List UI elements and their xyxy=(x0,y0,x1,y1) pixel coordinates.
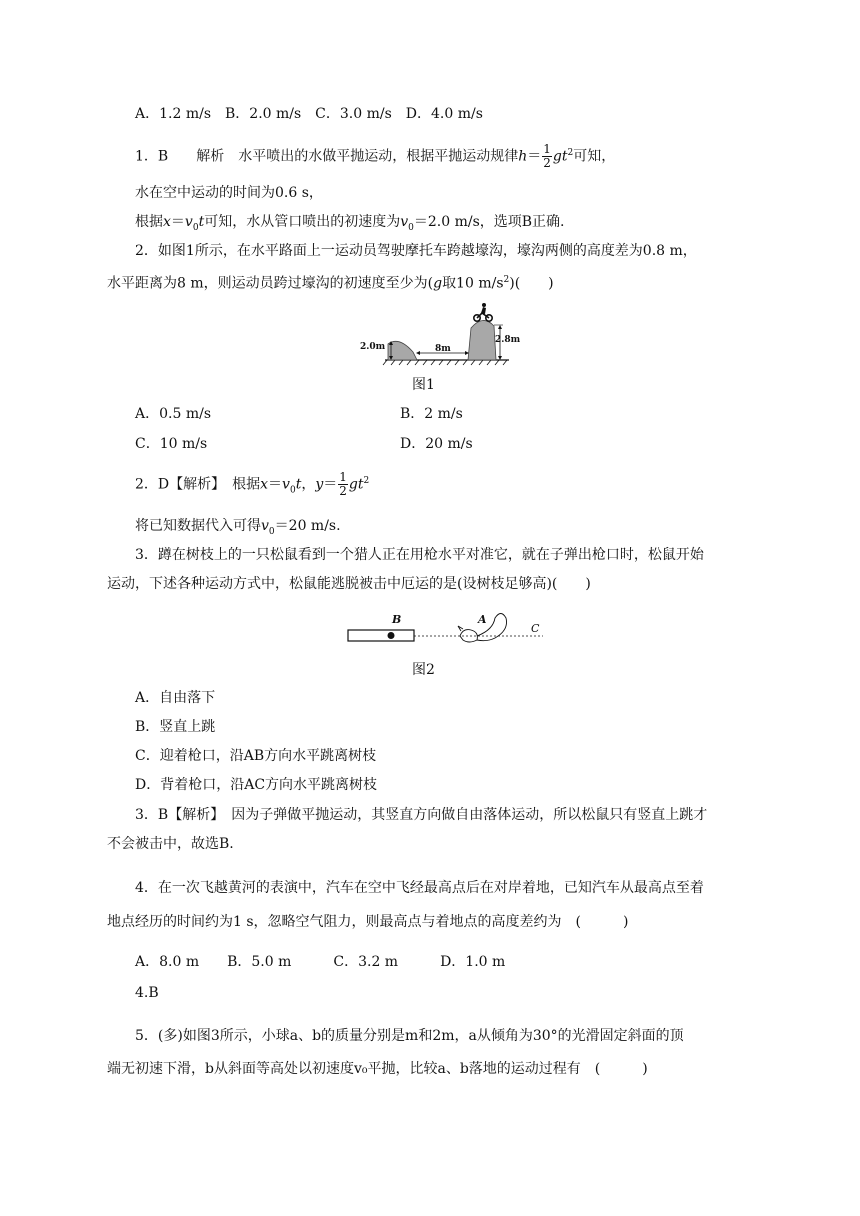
answer-4: 4.B xyxy=(135,985,159,1001)
figure-1-caption: 图1 xyxy=(412,377,435,393)
fig1-left-height-label: 2.0m xyxy=(360,342,386,352)
motorcycle-icon xyxy=(474,303,492,321)
answer-1-line-1: 1．B 解析 水平喷出的水做平抛运动，根据平抛运动规律h＝ $\frac{1}{2}$ $gt^2$可知， xyxy=(135,142,616,171)
q4-options: A．8.0 m B．5.0 m C．3.2 m D．1.0 m xyxy=(135,954,506,970)
fig2-label-a: A xyxy=(478,613,487,626)
q2-option-c: C．10 m/s xyxy=(135,436,208,452)
q3-option-b: B．竖直上跳 xyxy=(135,719,216,735)
q1-options: A．1.2 m/s B．2.0 m/s C．3.0 m/s D．4.0 m/s xyxy=(135,106,483,122)
fig2-label-c: C xyxy=(531,622,540,635)
q2-option-b: B．2 m/s xyxy=(400,406,463,422)
figure-1-motorcycle-ditch xyxy=(355,298,521,370)
q3-option-c: C．迎着枪口，沿AB方向水平跳离树枝 xyxy=(135,748,377,764)
question-3-line-2: 运动，下述各种运动方式中，松鼠能逃脱被击中厄运的是(设树枝足够高)( ) xyxy=(107,576,591,592)
question-5-line-1: 5．(多)如图3所示，小球a、b的质量分别是m和2m，a从倾角为30°的光滑固定斜面的顶 xyxy=(135,1028,684,1044)
answer-3-line-2: 不会被击中，故选B. xyxy=(107,836,234,852)
q3-option-d: D．背着枪口，沿AC方向水平跳离树枝 xyxy=(135,777,378,793)
answer-1-line-3: 根据$x=v_0t$可知，水从管口喷出的初速度为$v_0=2.0$ m/s，选项B正确. xyxy=(135,214,565,233)
question-4-line-2: 地点经历的时间约为1 s，忽略空气阻力，则最高点与着地点的高度差约为 ( ) xyxy=(107,914,629,930)
answer-2-line-1: 2．D【解析】 根据$x=v_0t$，y＝ $\frac{1}{2}$ $gt^2$ xyxy=(135,470,370,499)
fig2-label-b: B xyxy=(392,613,402,626)
answer-3-line-1: 3．B【解析】 因为子弹做平抛运动，其竖直方向做自由落体运动，所以松鼠只有竖直上跳才 xyxy=(135,807,708,823)
answer-1-line-2: 水在空中运动的时间为0.6 s， xyxy=(135,185,323,201)
figure-2-squirrel-gun xyxy=(345,610,545,656)
figure-2-caption: 图2 xyxy=(412,662,435,678)
answer-2-line-2: 将已知数据代入可得$v_0=20$ m/s. xyxy=(135,518,341,537)
q3-option-a: A．自由落下 xyxy=(135,690,216,706)
fig1-right-height-label: 2.8m xyxy=(495,335,521,345)
q2-option-a: A．0.5 m/s xyxy=(135,406,212,422)
question-4-line-1: 4．在一次飞越黄河的表演中，汽车在空中飞经最高点后在对岸着地，已知汽车从最高点至着 xyxy=(135,880,704,896)
question-3-line-1: 3．蹲在树枝上的一只松鼠看到一个猎人正在用枪水平对准它，就在子弹出枪口时，松鼠开始 xyxy=(135,547,704,563)
q2-option-d: D．20 m/s xyxy=(400,436,473,452)
fig1-gap-label: 8m xyxy=(435,344,451,354)
question-2-line-2: 水平距离为8 m，则运动员跨过壕沟的初速度至少为(g取10 $m/s^2$)( ) xyxy=(107,275,554,292)
question-5-line-2: 端无初速下滑，b从斜面等高处以初速度v₀平抛，比较a、b落地的运动过程有 ( ) xyxy=(107,1061,648,1077)
question-2-line-1: 2．如图1所示，在水平路面上一运动员驾驶摩托车跨越壕沟，壕沟两侧的高度差为0.8 m， xyxy=(135,243,697,259)
